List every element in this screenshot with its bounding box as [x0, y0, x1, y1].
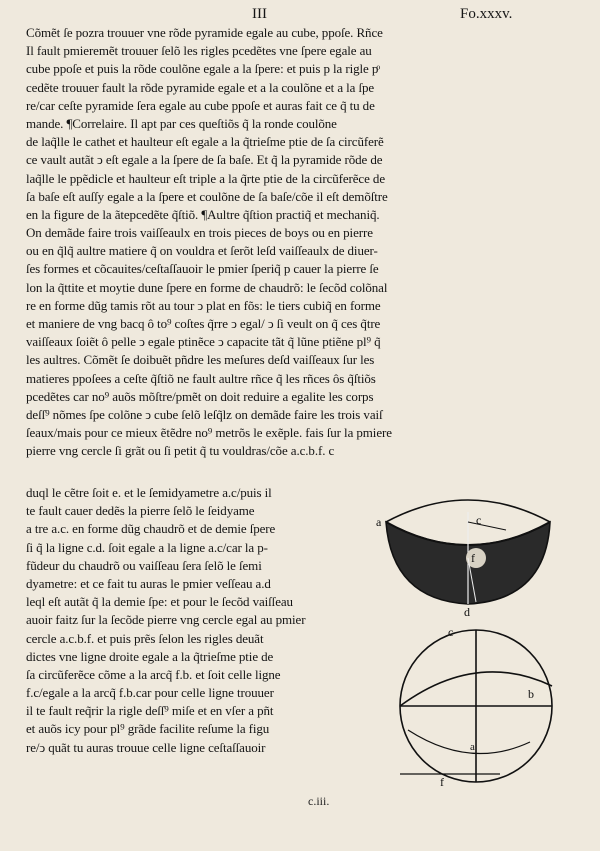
text-line: re en forme dũg tamis rõt au tour ↄ plat en fõs: le tiers cubiq̃ en forme — [26, 297, 381, 313]
text-line: en la figure de la ãtepcedẽte q̃ſtiõ. ¶Aultre q̃ſtion practiq̃ et mechaniq̃. — [26, 206, 380, 222]
text-line: et auõs icy pour pl⁹ grãde facilite reſume la figu — [26, 721, 270, 737]
figure-label: b — [528, 687, 534, 701]
side-text-block — [26, 484, 392, 757]
page-number: III — [252, 6, 267, 22]
text-line: te fault cauer dedẽs la pierre ſelõ le ſeidyame — [26, 503, 255, 519]
text-line: laq̃lle le ppẽdicle et haulteur eſt triple a la q̃rte ptie de la circũferẽce de — [26, 170, 385, 186]
text-line: mande. ¶Correlaire. Il apt par ces queſtiõs q̃ la ronde coulõne — [26, 115, 337, 131]
text-line: ſeaux/mais pour ce mieux ẽtẽdre no⁹ metrõs le exẽple. fais ſur la pmiere — [26, 425, 392, 441]
text-line: cercle a.c.b.f. et puis prẽs ſelon les rigles deuãt — [26, 630, 264, 646]
folio-number: Fo.xxxv. — [460, 6, 513, 22]
text-line: de laq̃lle le cathet et haulteur eſt egale a la q̃trieſme ptie de ſa circũferẽ — [26, 134, 384, 150]
text-line: auoir faitz ſur la ſecõde pierre vng cercle egal au pmier — [26, 612, 306, 628]
text-line: ce vault autãt ↄ eſt egale a la ſpere de ſa baſe. Et q̃ la pyramide rõde de — [26, 152, 383, 168]
text-line: Il fault pmieremẽt trouuer ſelõ les rigles pcedẽtes vne ſpere egale au — [26, 43, 372, 59]
text-line: On demãde faire trois vaiſſeaulx en trois pieces de boys ou en pierre — [26, 225, 373, 241]
text-line: leql eſt autãt q̃ la demie ſpe: et pour le ſecõd vaiſſeau — [26, 594, 293, 610]
running-header — [0, 6, 600, 24]
bowl-figure — [386, 500, 550, 604]
circle-figure — [400, 630, 552, 782]
text-line: ſi q̃ la ligne c.d. ſoit egale a la ligne a.c/car la p- — [26, 539, 268, 555]
text-line: ſa baſe eſt auſſy egale a la ſpere et coulõne de ſa baſe/cõe il eſt demõſtre — [26, 188, 388, 204]
text-line: vaiſſeaux ſoiẽt ô pelle ↄ egale ptinẽce ↄ capacite tãt q̃ lũne ptiẽne pl⁹ q̃ — [26, 334, 381, 350]
inner-arc-lower — [408, 730, 530, 754]
signature-mark: c.iii. — [308, 794, 330, 808]
bowl-radius — [468, 522, 506, 530]
text-line: ſa circũferẽce cõme a la arcq̃ f.b. et ſoit celle ligne — [26, 666, 281, 682]
text-line: re/car ceſte pyramide ſera egale au cube ppoſe et auras fait ce q̃ tu de — [26, 97, 375, 113]
figure-label: f — [440, 775, 444, 789]
text-line: fũdeur du chaudrõ ou vaiſſeau ſera ſelõ le ſemi — [26, 557, 262, 573]
text-line: ou en q̃lq̃ aultre matiere q̃ on vouldra et ſerõt leſd vaiſſeaulx de diuer- — [26, 243, 378, 259]
text-line: dyametre: et ce fait tu auras le pmier veſſeau a.d — [26, 575, 271, 591]
figure-label: c — [476, 513, 482, 527]
text-line: lon la q̃ttite et moytie dune ſpere en forme de chaudrõ: le ſecõd colõnal — [26, 279, 388, 295]
text-line: il te fault req̃rir la rigle deſſ⁹ miſe et en vſer a pñt — [26, 703, 274, 719]
text-line: matieres ppoſees a ceſte q̃ſtiõ ne fault aultre rñce q̃ les rñces ôs q̃ſtiõs — [26, 370, 376, 386]
text-line: f.c/egale a la arcq̃ f.b.car pour celle ligne trouuer — [26, 685, 274, 701]
text-line: pcedẽtes car no⁹ auõs mõſtre/pmẽt on doit reduire a egalite les corps — [26, 388, 374, 404]
text-line: re/ↄ quãt tu auras trouue celle ligne ceſtaſſauoir — [26, 739, 266, 755]
text-line: et maniere de vng bacq ô to⁹ coſtes q̃rre ↄ egal/ ↄ ſi veult on q̃ ces q̃tre — [26, 316, 381, 331]
text-line: cedẽte trouuer fault la rõde pyramide egale et a la coulõne et a la ſpe — [26, 79, 375, 95]
text-line: ſes formes et cõcauites/ceſtaſſauoir le pmier ſperiq̃ p cauer la pierre ſe — [26, 261, 379, 277]
text-line: duql le cẽtre ſoit e. et le ſemidyametre a.c/puis il — [26, 485, 272, 500]
figure-label: d — [464, 605, 470, 619]
text-line: les aultres. Cõmẽt ſe doibuẽt pñdre les meſures deſd vaiſſeaux ſur les — [26, 352, 375, 368]
text-line: a tre a.c. en forme dũg chaudrõ et de demie ſpere — [26, 521, 276, 537]
main-text-block — [26, 24, 574, 461]
geometry-figure — [376, 480, 560, 790]
figure-label: a — [376, 515, 382, 529]
figure-label: c — [448, 625, 454, 639]
text-line: deſſ⁹ nõmes ſpe colõne ↄ cube ſelõ leſq̃lz on demãde faire les trois vaiſ — [26, 406, 383, 422]
figure-label: a — [470, 741, 475, 753]
text-line: cube ppoſe et puis la rõde coulõne egale a la ſpere: et puis p la rigle pͦ — [26, 61, 379, 77]
text-line: dictes vne ligne droite egale a la q̃trieſme ptie de — [26, 648, 274, 664]
figure-label: f — [471, 551, 475, 565]
text-line: pierre vng cercle ſi grãt ou ſi petit q̃ tu vouldras/cõe a.c.b.f. c — [26, 443, 335, 459]
text-line: Cõmẽt ſe pozra trouuer vne rõde pyramide egale au cube, ppoſe. Rñce — [26, 25, 383, 40]
